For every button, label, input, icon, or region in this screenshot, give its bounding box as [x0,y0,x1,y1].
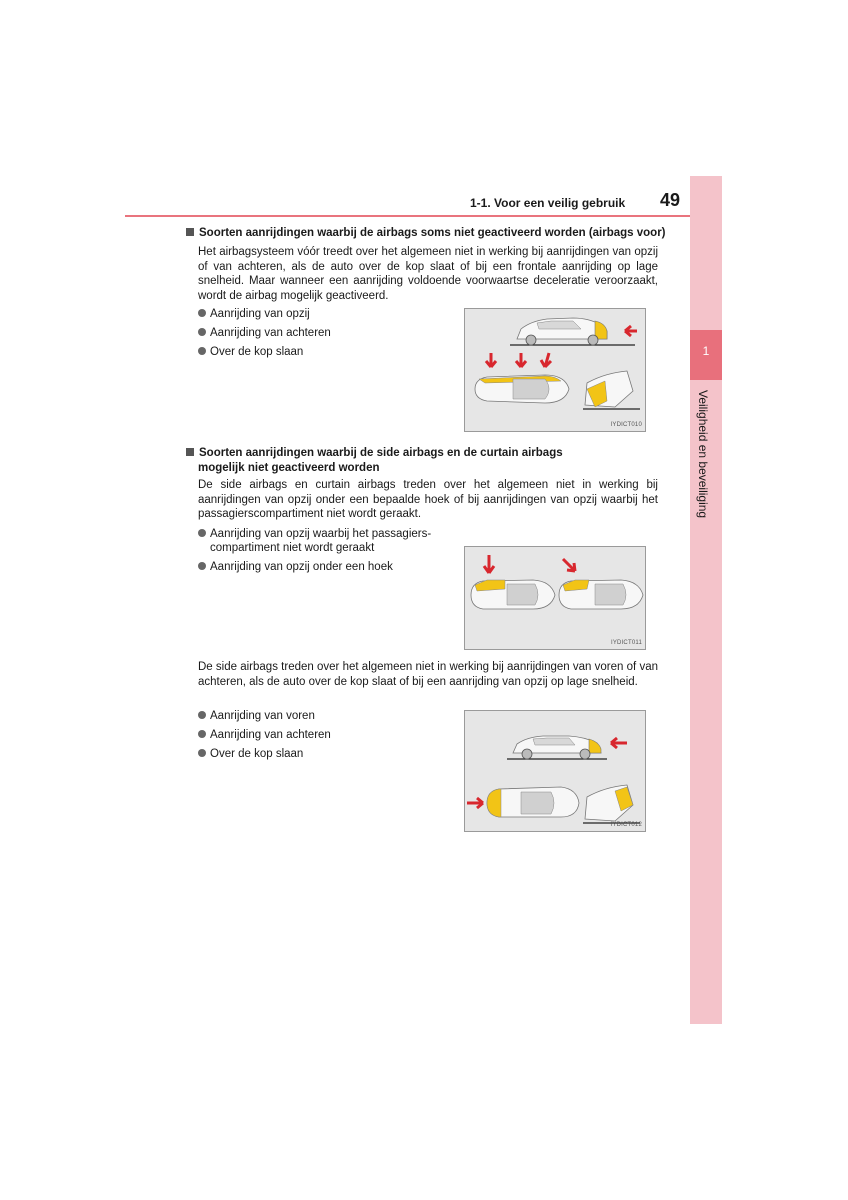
list-item: Aanrijding van opzij waarbij het passagiers- [198,527,452,542]
figure-side-airbag-exceptions [464,710,646,832]
bullet-icon [198,562,206,570]
bullet-icon [198,309,206,317]
list-item: Aanrijding van achteren [198,728,331,743]
paragraph: Het airbagsysteem vóór treedt over het algemeen niet in werking bij aanrijdingen van opzij of van achteren, als de auto over de kop slaat of bij een frontale aanrijding op lage snelheid. Maar wanneer een aanrijding voldoende voorwaartse deceleratie veroorzaakt, wordt de airbag mogelijk geactiveerd. [198,246,658,302]
paragraph: De side airbags en curtain airbags treden over het algemeen niet in werking bij aanrijdingen van opzij onder een bepaalde hoek of bij aanrijdingen van opzij waarbij het passagierscompartiment niet wordt geraakt. [198,479,658,521]
figure-code: IYDICT010 [610,422,642,428]
list-item: Over de kop slaan [198,345,303,360]
list-item: Over de kop slaan [198,747,303,762]
bullet-icon [198,347,206,355]
bullet-icon [198,711,206,719]
list-item: Aanrijding van opzij onder een hoek [198,560,393,575]
section-heading-continued: mogelijk niet geactiveerd worden [198,462,380,474]
section-heading: Soorten aanrijdingen waarbij de airbags soms niet geactiveerd worden (airbags voor) [186,226,666,241]
figure-code: IYDICT012 [610,822,642,828]
list-item: Aanrijding van voren [198,709,315,724]
list-item-continued: compartiment niet wordt geraakt [210,542,375,554]
page-number: 49 [660,190,681,210]
bullet-icon [198,529,206,537]
bullet-icon [198,730,206,738]
chapter-title: Veiligheid en beveiliging [696,390,710,519]
paragraph: De side airbags treden over het algemeen niet in werking bij aanrijdingen van voren of van achteren, als de auto over de kop slaat of bij een aanrijding van opzij op lage snelheid. [198,661,658,688]
figure-airbag-front [464,308,646,432]
figure-illustration [465,547,647,651]
figure-airbag-side [464,546,646,650]
chapter-number: 1 [702,344,710,358]
figure-illustration [465,711,647,833]
list-item: Aanrijding van opzij [198,307,310,322]
header-rule [125,215,690,217]
figure-code: IYDICT011 [610,640,642,646]
bullet-icon [198,749,206,757]
list-item: Aanrijding van achteren [198,326,331,341]
bullet-icon [198,328,206,336]
section-title: 1-1. Voor een veilig gebruik [470,196,626,210]
figure-illustration [465,309,647,433]
heading-square-icon [186,448,194,456]
side-tab [690,176,722,1024]
heading-square-icon [186,228,194,236]
section-heading: Soorten aanrijdingen waarbij de side airbags en de curtain airbags [186,446,666,461]
